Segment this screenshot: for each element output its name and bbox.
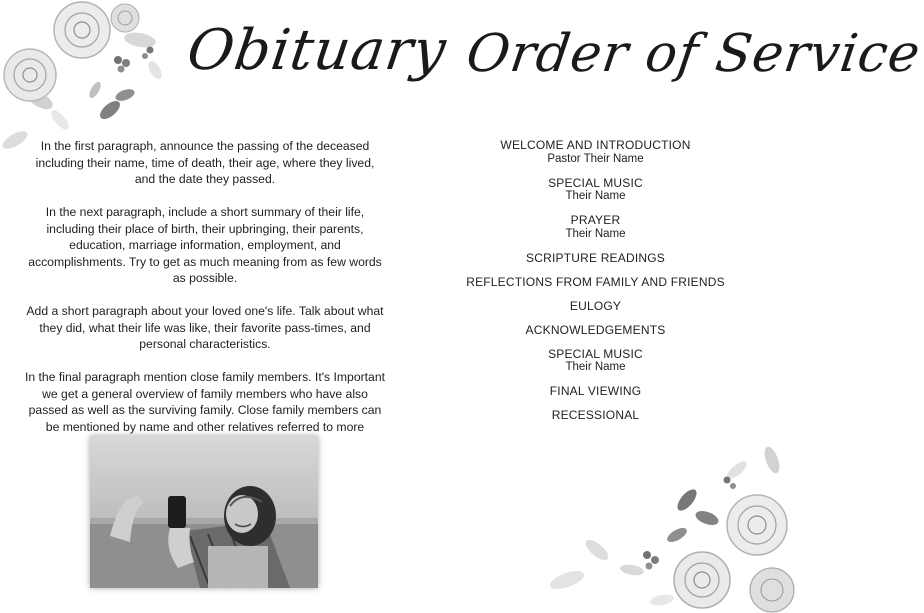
order-of-service-title: Order of Service bbox=[462, 24, 924, 84]
obituary-paragraph: In the first paragraph, announce the passing of the deceased including their name, time of death, their age, where they lived, and the date they passed. bbox=[35, 139, 375, 186]
service-item-title: SPECIAL MUSIC bbox=[548, 346, 643, 361]
floral-corner-top-left bbox=[0, 0, 175, 160]
memorial-photo bbox=[90, 436, 318, 588]
service-item-title: ACKNOWLEDGEMENTS bbox=[525, 322, 666, 337]
service-item-title: PRAYER bbox=[570, 213, 621, 227]
service-item bbox=[397, 214, 794, 241]
service-item-title: SCRIPTURE READINGS bbox=[526, 250, 665, 265]
service-item-subtitle: Their Name bbox=[565, 190, 626, 202]
service-item-subtitle: Their Name bbox=[565, 361, 626, 373]
service-item-title: REFLECTIONS FROM FAMILY AND FRIENDS bbox=[466, 274, 725, 289]
service-item-title: WELCOME AND INTRODUCTION bbox=[500, 138, 691, 152]
obituary-page bbox=[0, 0, 451, 613]
service-item bbox=[397, 348, 794, 375]
service-item-title: EULOGY bbox=[569, 298, 622, 313]
service-item bbox=[397, 324, 794, 338]
service-item-subtitle: Pastor Their Name bbox=[547, 152, 644, 165]
obituary-paragraph: In the final paragraph mention close family members. It's Important we get a general overview of family members who have also passed as well as the surviving family. Close family members can be mentioned by name and other relatives referred to more bbox=[25, 370, 385, 434]
service-item bbox=[397, 276, 794, 290]
obituary-title: Obituary bbox=[183, 18, 451, 83]
obituary-paragraph: Add a short paragraph about your loved one's life. Talk about what they did, what their life was like, their favorite pass-times, and personal characteristics. bbox=[26, 304, 384, 351]
service-item bbox=[397, 177, 794, 204]
service-item-title: FINAL VIEWING bbox=[549, 384, 642, 398]
service-item bbox=[397, 252, 794, 266]
floral-corner-bottom-right bbox=[537, 440, 794, 613]
obituary-paragraph: In the next paragraph, include a short summary of their life, including their place of birth, their upbringing, their parents, education, marriage information, employment, and accomplishments. Try to get as much meaning from as few words as possible. bbox=[28, 205, 382, 285]
service-item-title: SPECIAL MUSIC bbox=[548, 175, 643, 190]
service-item bbox=[397, 139, 794, 166]
service-item bbox=[397, 385, 794, 399]
service-item bbox=[397, 300, 794, 314]
obituary-body bbox=[24, 138, 386, 468]
service-item bbox=[397, 409, 794, 423]
service-item-subtitle: Their Name bbox=[565, 227, 626, 240]
photo-woman-on-beach bbox=[90, 436, 318, 588]
service-item-title: RECESSIONAL bbox=[551, 408, 640, 422]
service-list bbox=[397, 139, 794, 433]
